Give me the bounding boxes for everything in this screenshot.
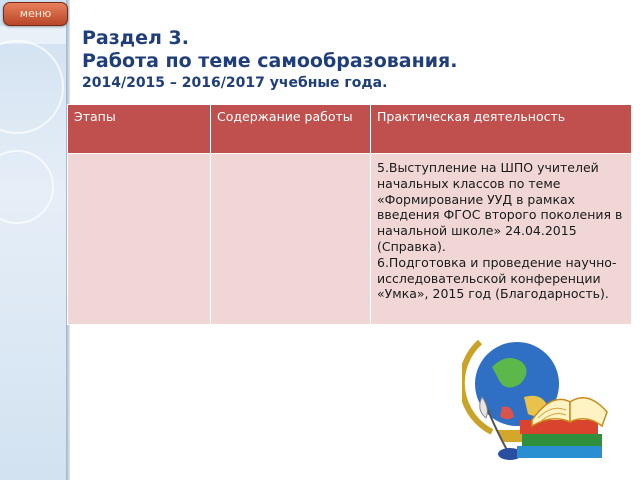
table-row (68, 154, 632, 325)
book-icon (522, 434, 602, 446)
practice-item-6: 6.Подготовка и проведение научно-исследовательской конференции «Умка», 2015 год (Благодарность). (377, 254, 617, 302)
globe-books-illustration (462, 322, 612, 472)
cell-practice (371, 154, 632, 325)
practice-item-5: 5.Выступление на ШПО учителей начальных классов по теме «Формирование УУД в рамках введения ФГОС второго поколения в начальной школе» 24.04.2015 (Справка). (377, 160, 623, 254)
strip-arc (0, 40, 64, 134)
title-line-2: Работа по теме самообразования. (82, 50, 458, 72)
header-content: Содержание работы (211, 105, 371, 154)
cell-stages (68, 154, 211, 325)
title-line-3: 2014/2015 – 2016/2017 учебные года. (82, 75, 388, 91)
activity-table (67, 104, 632, 325)
table-header-row (68, 105, 632, 154)
header-practice: Практическая деятельность (371, 105, 632, 154)
strip-arc (0, 150, 54, 224)
cell-content (211, 154, 371, 325)
book-icon (517, 446, 602, 458)
menu-button[interactable]: меню (3, 2, 68, 26)
left-decorative-strip (0, 0, 70, 480)
title-line-1: Раздел 3. (82, 27, 189, 49)
page-title (82, 27, 457, 93)
header-stages: Этапы (68, 105, 211, 154)
